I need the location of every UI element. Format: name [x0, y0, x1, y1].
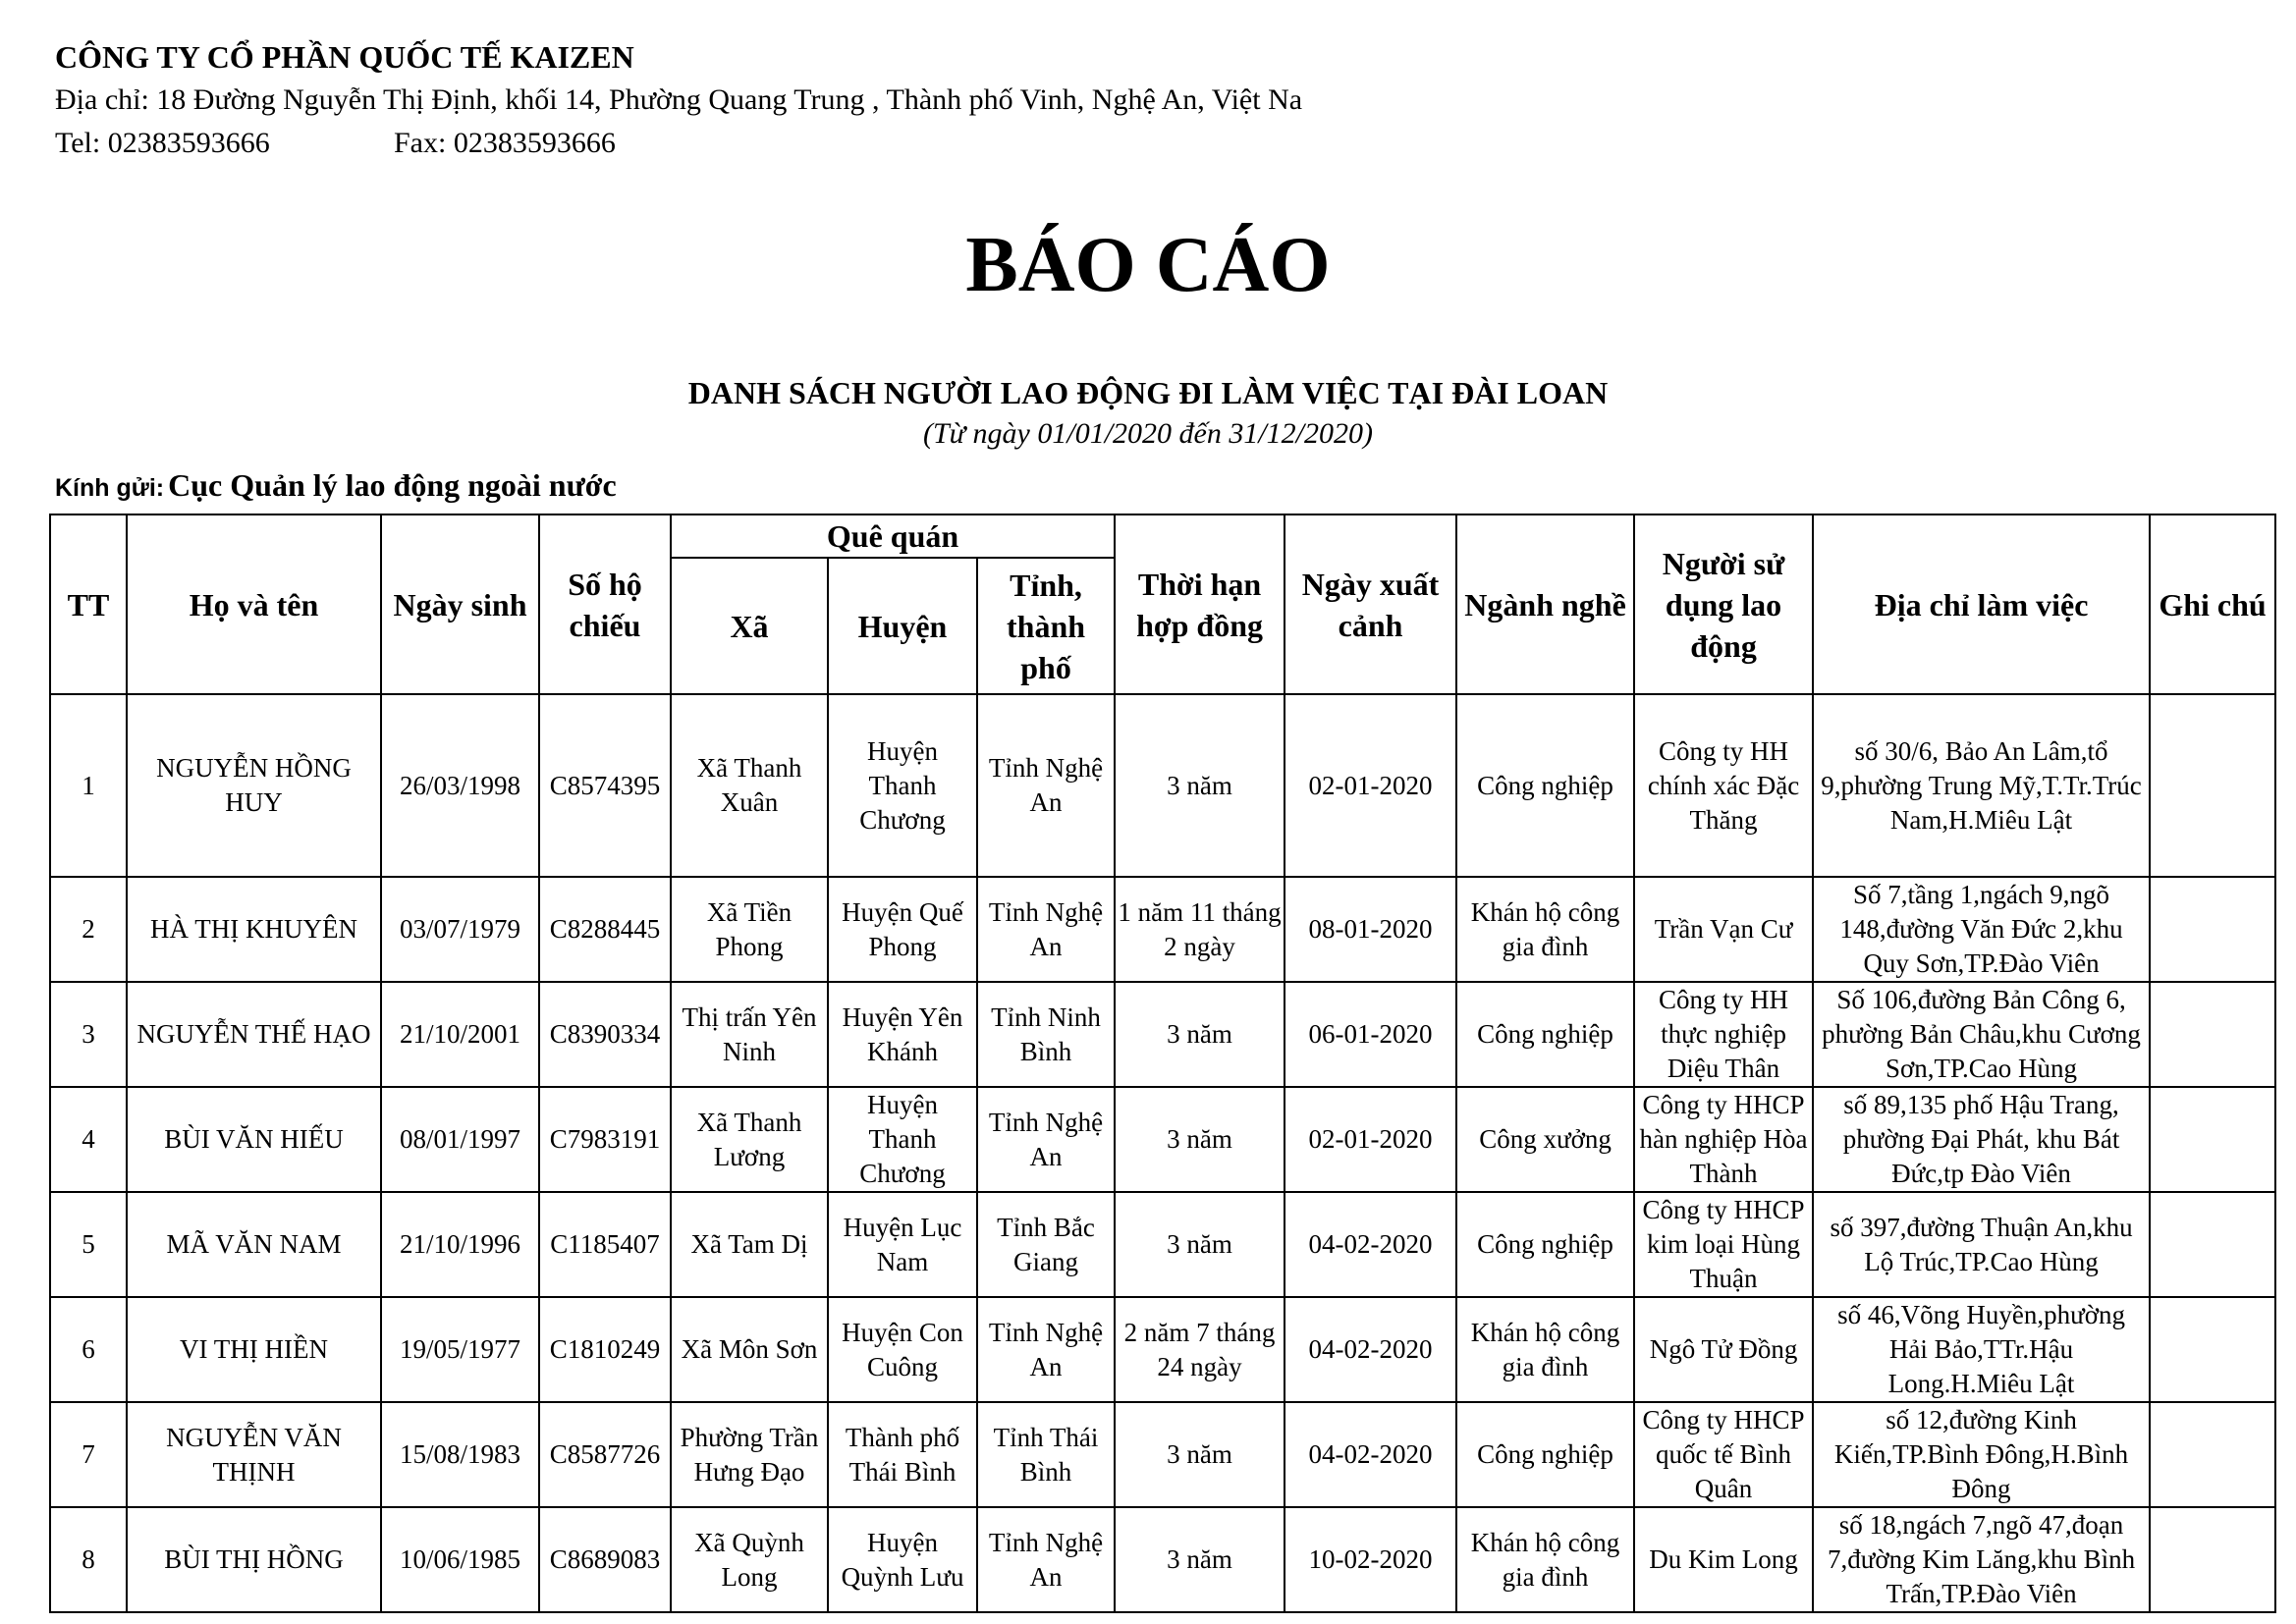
cell-exit-date: 04-02-2020 [1285, 1297, 1456, 1402]
cell-note [2150, 1507, 2275, 1612]
cell-passport: C1185407 [539, 1192, 671, 1297]
cell-tt: 5 [50, 1192, 127, 1297]
cell-work-address: số 89,135 phố Hậu Trang, phường Đại Phát, khu Bát Đức,tp Đào Viên [1813, 1087, 2150, 1192]
cell-name: MÃ VĂN NAM [127, 1192, 381, 1297]
cell-tt: 6 [50, 1297, 127, 1402]
cell-name: BÙI VĂN HIẾU [127, 1087, 381, 1192]
cell-industry: Công nghiệp [1456, 694, 1634, 877]
report-title: BÁO CÁO [965, 222, 1331, 308]
cell-district: Huyện Yên Khánh [828, 982, 977, 1087]
cell-exit-date: 02-01-2020 [1285, 694, 1456, 877]
cell-industry: Công nghiệp [1456, 1402, 1634, 1507]
cell-commune: Xã Tiền Phong [671, 877, 828, 982]
cell-province: Tỉnh Thái Bình [977, 1402, 1115, 1507]
cell-tt: 7 [50, 1402, 127, 1507]
cell-commune: Thị trấn Yên Ninh [671, 982, 828, 1087]
cell-employer: Du Kim Long [1634, 1507, 1813, 1612]
cell-province: Tỉnh Nghệ An [977, 694, 1115, 877]
cell-employer: Công ty HHCP quốc tế Bình Quân [1634, 1402, 1813, 1507]
cell-exit-date: 02-01-2020 [1285, 1087, 1456, 1192]
cell-province: Tỉnh Bắc Giang [977, 1192, 1115, 1297]
cell-contract: 3 năm [1115, 1507, 1285, 1612]
cell-province: Tỉnh Nghệ An [977, 877, 1115, 982]
cell-exit-date: 08-01-2020 [1285, 877, 1456, 982]
cell-note [2150, 1402, 2275, 1507]
cell-contract: 3 năm [1115, 1087, 1285, 1192]
cell-commune: Phường Trần Hưng Đạo [671, 1402, 828, 1507]
cell-employer: Công ty HHCP kim loại Hùng Thuận [1634, 1192, 1813, 1297]
header-name: Họ và tên [127, 514, 381, 694]
header-contract: Thời hạn hợp đồng [1115, 514, 1285, 694]
cell-tt: 1 [50, 694, 127, 877]
cell-tt: 4 [50, 1087, 127, 1192]
cell-tt: 2 [50, 877, 127, 982]
cell-name: NGUYỄN VĂN THỊNH [127, 1402, 381, 1507]
company-fax: Fax: 02383593666 [394, 127, 616, 159]
cell-passport: C8574395 [539, 694, 671, 877]
cell-commune: Xã Môn Sơn [671, 1297, 828, 1402]
table-row [50, 1402, 2275, 1507]
cell-work-address: Số 106,đường Bản Công 6, phường Bản Châu,khu Cương Sơn,TP.Cao Hùng [1813, 982, 2150, 1087]
cell-industry: Khán hộ công gia đình [1456, 1297, 1634, 1402]
cell-work-address: Số 7,tầng 1,ngách 9,ngõ 148,đường Văn Đức 2,khu Quy Sơn,TP.Đào Viên [1813, 877, 2150, 982]
header-note: Ghi chú [2150, 514, 2275, 694]
cell-note [2150, 1297, 2275, 1402]
header-industry: Ngành nghề [1456, 514, 1634, 694]
report-subtitle: DANH SÁCH NGƯỜI LAO ĐỘNG ĐI LÀM VIỆC TẠI ĐÀI LOAN [687, 375, 1609, 410]
recipient-label: Kính gửi: [55, 474, 165, 502]
header-work-address: Địa chỉ làm việc [1813, 514, 2150, 694]
cell-industry: Công nghiệp [1456, 982, 1634, 1087]
company-name: CÔNG TY CỔ PHẦN QUỐC TẾ KAIZEN [55, 39, 634, 75]
company-header [55, 35, 1459, 165]
cell-district: Huyện Con Cuông [828, 1297, 977, 1402]
cell-contract: 2 năm 7 tháng 24 ngày [1115, 1297, 1285, 1402]
header-tt: TT [50, 514, 127, 694]
cell-industry: Khán hộ công gia đình [1456, 877, 1634, 982]
cell-name: VI THỊ HIỀN [127, 1297, 381, 1402]
cell-province: Tỉnh Ninh Bình [977, 982, 1115, 1087]
cell-name: HÀ THỊ KHUYÊN [127, 877, 381, 982]
recipient-name: Cục Quản lý lao động ngoài nước [168, 467, 617, 503]
cell-employer: Công ty HH thực nghiệp Diệu Thân [1634, 982, 1813, 1087]
cell-district: Huyện Quế Phong [828, 877, 977, 982]
table-row [50, 877, 2275, 982]
cell-employer: Công ty HHCP hàn nghiệp Hòa Thành [1634, 1087, 1813, 1192]
cell-contract: 1 năm 11 tháng 2 ngày [1115, 877, 1285, 982]
cell-dob: 10/06/1985 [381, 1507, 539, 1612]
cell-province: Tỉnh Nghệ An [977, 1087, 1115, 1192]
cell-employer: Công ty HH chính xác Đặc Thăng [1634, 694, 1813, 877]
header-district: Huyện [828, 558, 977, 694]
cell-exit-date: 04-02-2020 [1285, 1192, 1456, 1297]
table-row [50, 1297, 2275, 1402]
worker-table [49, 514, 2276, 1613]
cell-exit-date: 04-02-2020 [1285, 1402, 1456, 1507]
cell-dob: 08/01/1997 [381, 1087, 539, 1192]
cell-dob: 03/07/1979 [381, 877, 539, 982]
cell-passport: C8390334 [539, 982, 671, 1087]
cell-work-address: số 46,Võng Huyền,phường Hải Bảo,TTr.Hậu Long.H.Miêu Lật [1813, 1297, 2150, 1402]
cell-work-address: số 12,đường Kinh Kiến,TP.Bình Đông,H.Bình Đông [1813, 1402, 2150, 1507]
cell-district: Huyện Lục Nam [828, 1192, 977, 1297]
table-row [50, 1192, 2275, 1297]
cell-tt: 8 [50, 1507, 127, 1612]
cell-exit-date: 10-02-2020 [1285, 1507, 1456, 1612]
cell-exit-date: 06-01-2020 [1285, 982, 1456, 1087]
cell-commune: Xã Tam Dị [671, 1192, 828, 1297]
cell-district: Huyện Thanh Chương [828, 1087, 977, 1192]
cell-note [2150, 694, 2275, 877]
recipient-line [55, 464, 617, 513]
cell-district: Thành phố Thái Bình [828, 1402, 977, 1507]
company-address: Địa chỉ: 18 Đường Nguyễn Thị Định, khối 14, Phường Quang Trung , Thành phố Vinh, Nghệ An, Việt Na [55, 83, 1303, 116]
cell-note [2150, 877, 2275, 982]
cell-commune: Xã Thanh Lương [671, 1087, 828, 1192]
cell-name: NGUYỄN HỒNG HUY [127, 694, 381, 877]
cell-industry: Khán hộ công gia đình [1456, 1507, 1634, 1612]
cell-contract: 3 năm [1115, 1402, 1285, 1507]
cell-note [2150, 1192, 2275, 1297]
cell-province: Tỉnh Nghệ An [977, 1297, 1115, 1402]
cell-contract: 3 năm [1115, 1192, 1285, 1297]
cell-name: NGUYỄN THẾ HẠO [127, 982, 381, 1087]
cell-passport: C8689083 [539, 1507, 671, 1612]
company-tel: Tel: 02383593666 [55, 127, 270, 159]
cell-dob: 26/03/1998 [381, 694, 539, 877]
cell-dob: 15/08/1983 [381, 1402, 539, 1507]
cell-note [2150, 1087, 2275, 1192]
cell-employer: Trần Vạn Cư [1634, 877, 1813, 982]
cell-note [2150, 982, 2275, 1087]
header-dob: Ngày sinh [381, 514, 539, 694]
report-period: (Từ ngày 01/01/2020 đến 31/12/2020) [923, 417, 1373, 450]
cell-commune: Xã Quỳnh Long [671, 1507, 828, 1612]
cell-passport: C8288445 [539, 877, 671, 982]
cell-passport: C8587726 [539, 1402, 671, 1507]
cell-employer: Ngô Tử Đồng [1634, 1297, 1813, 1402]
company-contact [55, 122, 1459, 165]
cell-passport: C1810249 [539, 1297, 671, 1402]
header-province: Tỉnh, thành phố [977, 558, 1115, 694]
cell-province: Tỉnh Nghệ An [977, 1507, 1115, 1612]
header-exit-date: Ngày xuất cảnh [1285, 514, 1456, 694]
header-commune: Xã [671, 558, 828, 694]
table-row [50, 694, 2275, 877]
table-row [50, 982, 2275, 1087]
cell-work-address: số 30/6, Bảo An Lâm,tổ 9,phường Trung Mỹ,T.Tr.Trúc Nam,H.Miêu Lật [1813, 694, 2150, 877]
cell-contract: 3 năm [1115, 982, 1285, 1087]
cell-industry: Công xưởng [1456, 1087, 1634, 1192]
cell-name: BÙI THỊ HỒNG [127, 1507, 381, 1612]
header-hometown: Quê quán [671, 514, 1115, 558]
cell-dob: 19/05/1977 [381, 1297, 539, 1402]
cell-industry: Công nghiệp [1456, 1192, 1634, 1297]
header-passport: Số hộ chiếu [539, 514, 671, 694]
table-row [50, 1087, 2275, 1192]
cell-commune: Xã Thanh Xuân [671, 694, 828, 877]
cell-contract: 3 năm [1115, 694, 1285, 877]
cell-dob: 21/10/1996 [381, 1192, 539, 1297]
cell-passport: C7983191 [539, 1087, 671, 1192]
table-row [50, 1507, 2275, 1612]
cell-work-address: số 18,ngách 7,ngõ 47,đoạn 7,đường Kim Lăng,khu Bình Trấn,TP.Đào Viên [1813, 1507, 2150, 1612]
cell-work-address: số 397,đường Thuận An,khu Lộ Trúc,TP.Cao Hùng [1813, 1192, 2150, 1297]
header-employer: Người sử dụng lao động [1634, 514, 1813, 694]
cell-tt: 3 [50, 982, 127, 1087]
cell-district: Huyện Quỳnh Lưu [828, 1507, 977, 1612]
cell-district: Huyện Thanh Chương [828, 694, 977, 877]
cell-dob: 21/10/2001 [381, 982, 539, 1087]
